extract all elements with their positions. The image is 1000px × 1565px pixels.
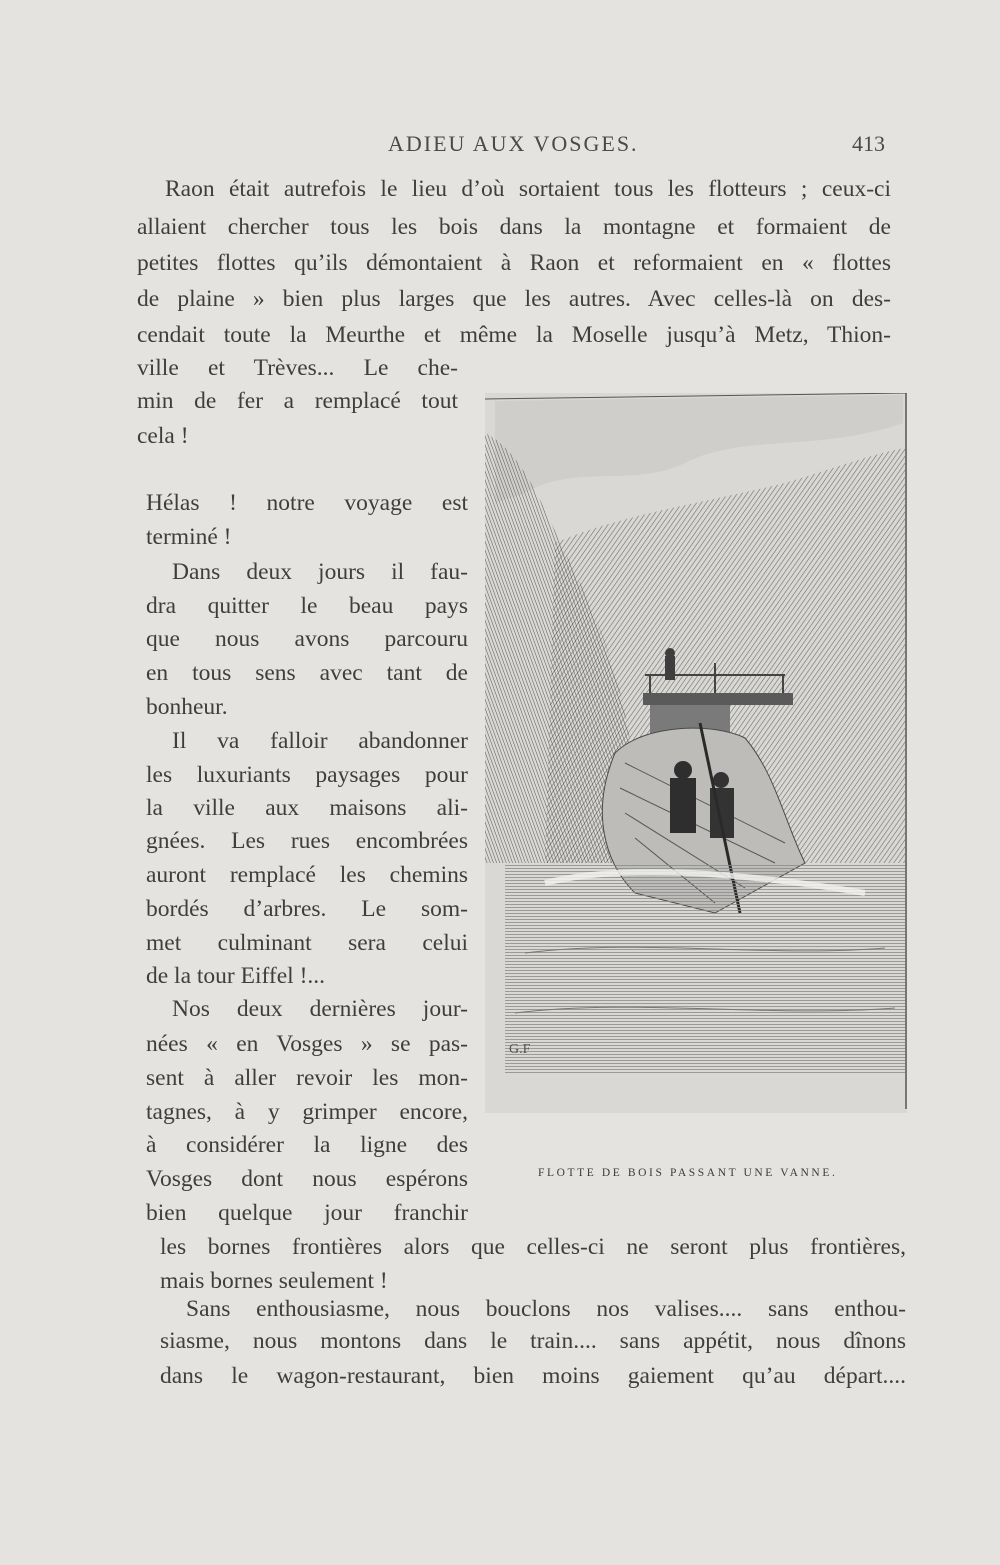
text-line: la ville aux maisons ali- [146,795,468,821]
text-line: ville et Trèves... Le che- [137,355,458,381]
text-line: auront remplacé les chemins [146,862,468,888]
text-line: Vosges dont nous espérons [146,1166,468,1192]
text-line: Hélas ! notre voyage est [146,490,468,516]
text-line: Sans enthousiasme, nous bouclons nos valises.... sans enthou- [186,1296,906,1322]
engraving-illustration [485,393,907,1113]
illustration-signature: G.F [509,1042,531,1057]
text-line: à considérer la ligne des [146,1132,468,1158]
text-line: nées « en Vosges » se pas- [146,1031,468,1057]
text-line: mais bornes seulement ! [160,1268,388,1294]
text-line: de plaine » bien plus larges que les autres. Avec celles-là on des- [137,286,891,312]
text-line: les bornes frontières alors que celles-ci ne seront plus frontières, [160,1234,906,1260]
text-line: dans le wagon-restaurant, bien moins gaiement qu’au départ.... [160,1363,906,1389]
text-line: de la tour Eiffel !... [146,963,326,989]
text-line: gnées. Les rues encombrées [146,828,468,854]
text-line: allaient chercher tous les bois dans la montagne et formaient de [137,214,891,240]
text-line: petites flottes qu’ils démontaient à Raon et reformaient en « flottes [137,250,891,276]
text-line: en tous sens avec tant de [146,660,468,686]
text-line: bonheur. [146,694,228,720]
figure-caption: FLOTTE DE BOIS PASSANT UNE VANNE. [538,1167,838,1179]
text-line: terminé ! [146,524,232,550]
text-line: cendait toute la Meurthe et même la Moselle jusqu’à Metz, Thion- [137,322,891,348]
text-line: min de fer a remplacé tout [137,388,458,414]
text-line: cela ! [137,423,189,449]
text-line: Raon était autrefois le lieu d’où sortaient tous les flotteurs ; ceux-ci [165,176,891,202]
text-line: siasme, nous montons dans le train.... sans appétit, nous dînons [160,1328,906,1354]
text-line: que nous avons parcouru [146,626,468,652]
text-line: met culminant sera celui [146,930,468,956]
text-line: dra quitter le beau pays [146,593,468,619]
text-line: sent à aller revoir les mon- [146,1065,468,1091]
text-line: Nos deux dernières jour- [172,996,468,1022]
page-number: 413 [852,131,885,156]
running-head [0,131,1000,161]
text-line: bordés d’arbres. Le som- [146,896,468,922]
running-title: ADIEU AUX VOSGES. [388,131,639,156]
text-line: les luxuriants paysages pour [146,762,468,788]
text-line: bien quelque jour franchir [146,1200,468,1226]
text-line: tagnes, à y grimper encore, [146,1099,468,1125]
text-line: Dans deux jours il fau- [172,559,468,585]
text-line: Il va falloir abandonner [172,728,468,754]
